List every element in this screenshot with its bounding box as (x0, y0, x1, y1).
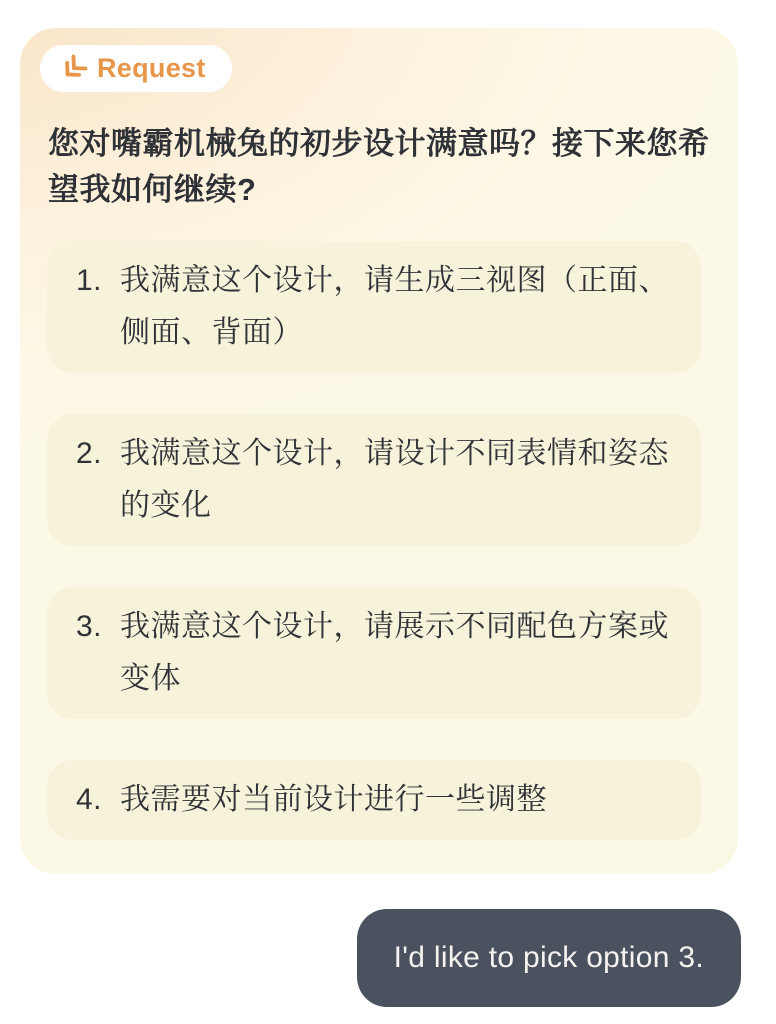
option-4[interactable] (47, 760, 701, 840)
option-2[interactable] (47, 414, 701, 546)
request-badge-label: Request (97, 53, 206, 83)
option-3[interactable] (47, 587, 701, 719)
option-2-text: 我满意这个设计，请设计不同表情和姿态的变化 (120, 437, 669, 522)
option-3-number: 3. (76, 610, 103, 643)
question-text: 您对嘴霸机械兔的初步设计满意吗？接下来您希望我如何继续? (48, 126, 710, 207)
option-4-text: 我需要对当前设计进行一些调整 (120, 783, 547, 816)
request-badge (40, 45, 232, 92)
option-2-number: 2. (76, 437, 103, 470)
user-reply-text: I'd like to pick option 3. (393, 941, 704, 974)
option-1[interactable] (47, 241, 701, 373)
user-reply-bubble (357, 909, 741, 1007)
option-3-text: 我满意这个设计，请展示不同配色方案或变体 (120, 610, 669, 695)
option-1-number: 1. (76, 264, 103, 297)
double-chevron-up-left-icon (54, 49, 92, 87)
option-1-text: 我满意这个设计，请生成三视图（正面、侧面、背面） (120, 264, 669, 349)
option-4-number: 4. (76, 783, 103, 816)
request-message-card (20, 28, 738, 874)
options-list (47, 241, 701, 840)
